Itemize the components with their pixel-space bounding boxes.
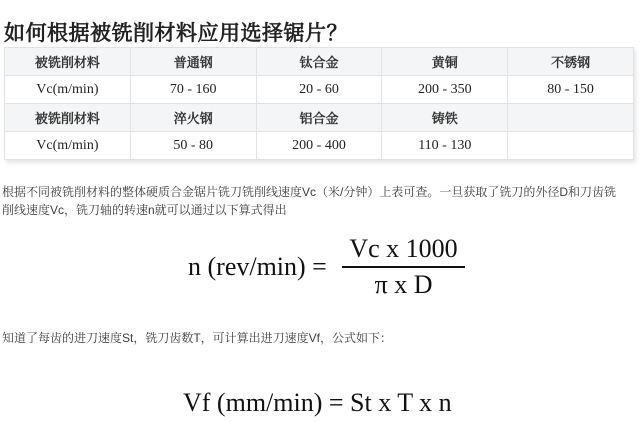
- table-cell: 普通钢: [130, 48, 256, 76]
- table-cell: 铝合金: [256, 104, 382, 132]
- table-cell: 20 - 60: [256, 76, 382, 104]
- table-cell: 被铣削材料: [5, 104, 131, 132]
- table-cell: 铸铁: [382, 104, 508, 132]
- table-cell: 淬火钢: [130, 104, 256, 132]
- table-cell: 110 - 130: [382, 132, 508, 160]
- table-header-row: [5, 104, 634, 132]
- table-cell: Vc(m/min): [5, 132, 131, 160]
- table-cell: 被铣削材料: [5, 48, 131, 76]
- table-cell: 70 - 160: [130, 76, 256, 104]
- paragraph-feed-rate: 知道了每齿的进刀速度St，铣刀齿数T，可计算出进刀速度Vf，公式如下：: [2, 331, 393, 345]
- paragraph-speed-lookup: 根据不同被铣削材料的整体硬质合金锯片铣刀铣削线速度Vc（米/分钟）上表可查。一旦获取了铣刀的外径D和刀齿铣削线速度Vc，铣刀轴的转速n就可以通过以下算式得出: [2, 185, 617, 217]
- rpm-formula: [188, 234, 465, 300]
- table-cell: [508, 104, 634, 132]
- table-data-row: [5, 132, 634, 160]
- table-cell: 200 - 400: [256, 132, 382, 160]
- table-cell: Vc(m/min): [5, 76, 131, 104]
- feed-rate-formula: Vf (mm/min) = St x T x n: [183, 388, 452, 417]
- table-cell: [508, 132, 634, 160]
- cutting-speed-table: [4, 47, 634, 160]
- page-title: 如何根据被铣削材料应用选择锯片？: [4, 22, 348, 46]
- table-data-row: [5, 76, 634, 104]
- table-cell: 钛合金: [256, 48, 382, 76]
- rpm-formula-numerator: Vc x 1000: [342, 234, 464, 268]
- rpm-formula-denominator: π x D: [374, 270, 433, 299]
- table-cell: 50 - 80: [130, 132, 256, 160]
- rpm-formula-fraction: [342, 234, 464, 300]
- table-cell: 不锈钢: [508, 48, 634, 76]
- table-cell: 80 - 150: [508, 76, 634, 104]
- table-header-row: [5, 48, 634, 76]
- table-cell: 黄铜: [382, 48, 508, 76]
- rpm-formula-lhs: n (rev/min) =: [188, 252, 334, 281]
- table-cell: 200 - 350: [382, 76, 508, 104]
